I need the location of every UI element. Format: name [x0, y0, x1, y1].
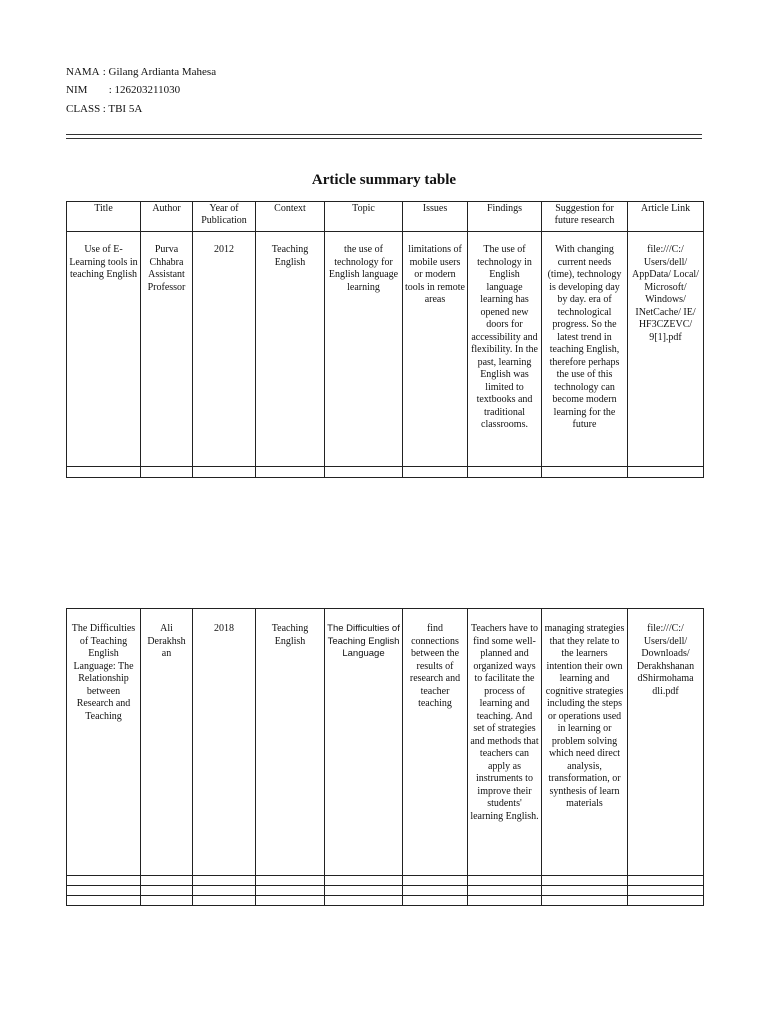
cell-year: 2018: [193, 609, 256, 876]
col-header-issues: Issues: [403, 202, 468, 232]
col-header-link: Article Link: [628, 202, 704, 232]
name-label: NAMA: [66, 66, 100, 78]
cell-findings: The use of technology in English language learning has opened new doors for accessibility and flexibility. In the past, learning English was limited to textbooks and traditional classrooms.: [468, 232, 542, 467]
divider-top: [66, 134, 702, 135]
class-label: CLASS: [66, 103, 101, 115]
table-row: [67, 232, 704, 467]
col-header-year: Year of Publication: [193, 202, 256, 232]
cell-context: Teaching English: [256, 609, 325, 876]
cell-suggestion: With changing current needs (time), technology is developing day by day. era of technological progress. So the latest trend in teaching English, therefore perhaps the use of this technology can become modern learning for the future: [542, 232, 628, 467]
cell-topic: the use of technology for English language learning: [325, 232, 403, 467]
cell-issues: find connections between the results of research and teacher teaching: [403, 609, 468, 876]
empty-row: [67, 896, 704, 906]
cell-link: file:///C:/ Users/dell/ AppData/ Local/ Microsoft/ Windows/ INetCache/ IE/ HF3CZEVC/ 9[1].pdf: [628, 232, 704, 467]
table-row: [67, 609, 704, 876]
cell-context: Teaching English: [256, 232, 325, 467]
student-name-line: [66, 66, 216, 79]
article-summary-table: [66, 201, 704, 478]
article-summary-table-continued: [66, 608, 704, 906]
cell-suggestion: managing strategies that they relate to the learners intention their own learning and cognitive strategies including the steps or operations used in learning or problem solving which need direct analysis, transformation, or synthesis of learn materials: [542, 609, 628, 876]
cell-findings: Teachers have to find some well-planned and organized ways to facilitate the process of learning and teaching. And set of strategies and methods that teachers can apply as instruments to improve their students' learning English.: [468, 609, 542, 876]
class-value: : TBI 5A: [102, 103, 143, 115]
col-header-findings: Findings: [468, 202, 542, 232]
empty-row: [67, 886, 704, 896]
cell-year: 2012: [193, 232, 256, 467]
cell-issues: limitations of mobile users or modern tools in remote areas: [403, 232, 468, 467]
name-value: : Gilang Ardianta Mahesa: [102, 66, 217, 78]
table-title: Article summary table: [311, 172, 457, 188]
cell-author: Ali Derakhsh an: [141, 609, 193, 876]
nim-value: : 126203211030: [108, 84, 181, 96]
cell-title: The Difficulties of Teaching English Language: The Relationship between Research and Teaching: [67, 609, 141, 876]
nim-label: NIM: [66, 84, 88, 96]
cell-title: Use of E-Learning tools in teaching English: [67, 232, 141, 467]
empty-row: [67, 876, 704, 886]
student-class-line: [66, 103, 142, 116]
col-header-title: Title: [67, 202, 141, 232]
col-header-topic: Topic: [325, 202, 403, 232]
cell-link: file:///C:/ Users/dell/ Downloads/ Derakhshanan dShirmohama dli.pdf: [628, 609, 704, 876]
col-header-suggestion: Suggestion for future research: [542, 202, 628, 232]
empty-row: [67, 467, 704, 478]
cell-author: Purva Chhabra Assistant Professor: [141, 232, 193, 467]
col-header-context: Context: [256, 202, 325, 232]
student-nim-line: [66, 84, 180, 97]
table-header-row: [67, 202, 704, 232]
cell-topic: The Difficulties of Teaching English Language: [325, 609, 403, 876]
col-header-author: Author: [141, 202, 193, 232]
divider-bottom: [66, 138, 702, 139]
